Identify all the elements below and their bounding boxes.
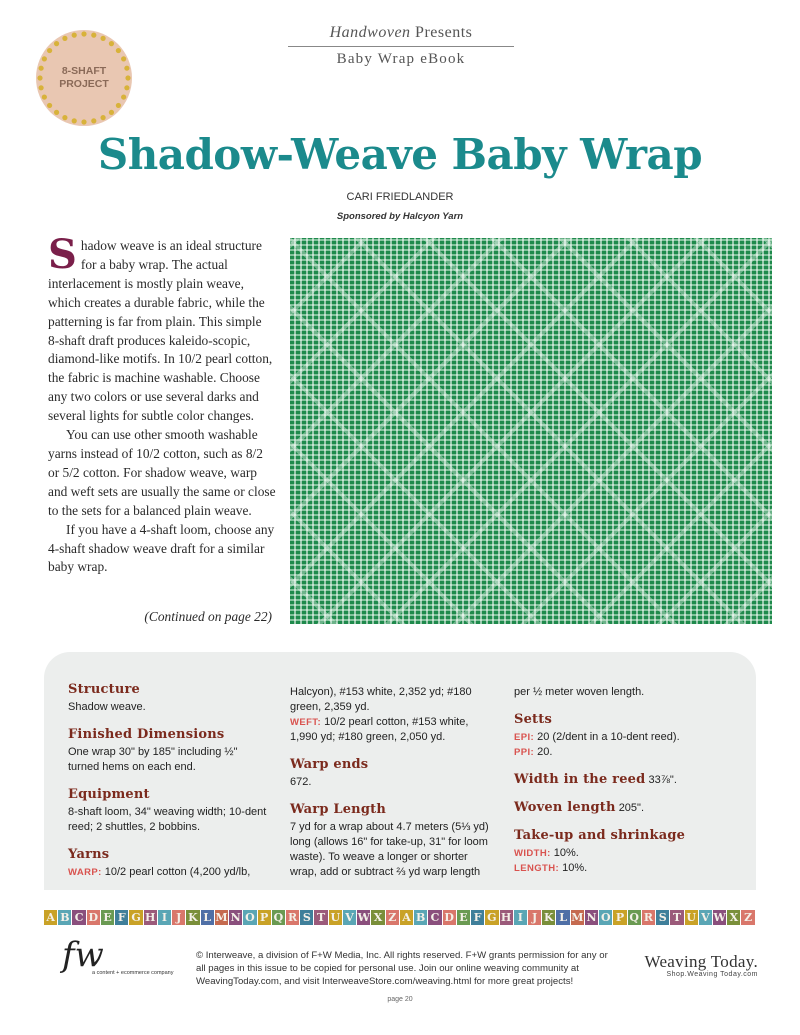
continued-note: (Continued on page 22): [144, 609, 272, 624]
alphabet-letter: C: [72, 910, 86, 925]
badge-dot: [116, 48, 121, 53]
warp-length-text: 7 yd for a wrap about 4.7 meters (5⅓ yd) long (allows 16" for take-up, 31" for loom waste). To weave a longer or shorter wrap, add or subtract ⅔ yd warp length: [290, 821, 489, 878]
equipment-text: 8-shaft loom, 34" weaving width; 10-dent reed; 2 shuttles, 2 bobbins.: [68, 806, 267, 833]
alphabet-letter: I: [158, 910, 172, 925]
alphabet-letter: D: [443, 910, 457, 925]
fabric-photo: [290, 238, 772, 624]
warp-length-cont: per ½ meter woven length.: [514, 686, 645, 698]
ebook-header: [288, 24, 514, 68]
alphabet-letter: P: [613, 910, 627, 925]
ppi-label: PPI:: [514, 747, 535, 758]
badge-dot: [121, 56, 126, 61]
alphabet-letter: K: [542, 910, 556, 925]
warp-yarn: [68, 865, 268, 880]
alphabet-letter: M: [215, 911, 228, 924]
alphabet-letter: F: [471, 910, 485, 925]
copyright-text: © Interweave, a division of F+W Media, Inc. All rights reserved. F+W grants permission for any or all pages in this issue to be copied for personal use. Join our online weaving community at WeavingToday.com, and visit InterweaveStore.com/weaving.html for more great projects!: [196, 950, 608, 987]
width-text: 33⅞".: [648, 774, 677, 786]
badge-dot: [91, 118, 96, 123]
alphabet-letter: L: [201, 910, 215, 925]
woven-text: 205".: [618, 802, 645, 814]
warp-label: WARP:: [68, 867, 102, 878]
fw-logo-mark: fw: [62, 935, 104, 975]
badge-dot: [62, 115, 67, 120]
alphabet-letter: P: [258, 910, 272, 925]
warp-yarn-cont: Halcyon), #153 white, 2,352 yd; #180 green, 2,359 yd.: [290, 686, 472, 713]
alphabet-letter: R: [642, 910, 656, 925]
badge-dot: [116, 103, 121, 108]
badge-dot: [100, 115, 105, 120]
alphabet-letter: H: [500, 910, 514, 925]
weft-yarn-text: 10/2 pearl cotton, #153 white, 1,990 yd; #180 green, 2,050 yd.: [290, 716, 469, 743]
alphabet-letter: B: [58, 910, 72, 925]
takeup-width: [514, 846, 739, 861]
badge-dot: [42, 56, 47, 61]
alphabet-letter: W: [713, 911, 726, 924]
intro-paragraph-1: [48, 231, 276, 426]
width-line: [514, 772, 739, 788]
badge-dot: [39, 66, 44, 71]
takeup-length-label: LENGTH:: [514, 863, 560, 874]
badge-text: [49, 65, 119, 91]
alphabet-letter: E: [457, 910, 471, 925]
header-brand: Handwoven: [329, 24, 411, 41]
alphabet-letter: M: [571, 911, 584, 924]
badge-dot: [72, 118, 77, 123]
alphabet-letter: G: [129, 910, 143, 925]
weft-yarn: [290, 715, 490, 745]
badge-dot: [37, 75, 42, 80]
intro-paragraph-3: If you have a 4-shaft loom, choose any 4-shaft shadow weave draft for a similar baby wrap.: [48, 521, 275, 575]
alphabet-letter: Z: [386, 910, 400, 925]
structure-heading: Structure: [68, 682, 140, 697]
alphabet-letter: Q: [628, 910, 642, 925]
badge-dot: [125, 75, 130, 80]
alphabet-strip: [44, 910, 756, 925]
alphabet-letter: S: [656, 910, 670, 925]
alphabet-letter: V: [343, 910, 357, 925]
badge-line2: PROJECT: [59, 78, 109, 90]
fw-logo: [62, 935, 192, 978]
alphabet-letter: C: [428, 910, 442, 925]
takeup-width-label: WIDTH:: [514, 848, 551, 859]
sponsor-line: Sponsored by Halcyon Yarn: [336, 211, 464, 222]
specs-column-1: [68, 682, 268, 880]
badge-dot: [91, 33, 96, 38]
alphabet-letter: T: [670, 910, 684, 925]
header-presents: Presents: [415, 24, 473, 41]
alphabet-letter: U: [685, 910, 699, 925]
alphabet-letter: N: [585, 910, 599, 925]
setts-heading: Setts: [514, 712, 552, 727]
alphabet-letter: O: [243, 910, 257, 925]
finished-heading: Finished Dimensions: [68, 727, 225, 742]
alphabet-letter: D: [87, 910, 101, 925]
takeup-heading: Take-up and shrinkage: [514, 828, 686, 843]
badge-dot: [109, 110, 114, 115]
fw-logo-tagline: a content + ecommerce company: [92, 970, 174, 976]
alphabet-letter: L: [556, 910, 570, 925]
badge-dot: [109, 41, 114, 46]
alphabet-letter: I: [514, 910, 528, 925]
badge-dot: [47, 48, 52, 53]
weaving-today-url[interactable]: Shop.Weaving Today.com: [666, 971, 758, 978]
epi-label: EPI:: [514, 732, 535, 743]
intro-paragraph-2: You can use other smooth washable yarns instead of 10/2 cotton, such as 8/2 or 5/2 cotton. For shadow weave, warp and weft sets are usually the same or close to the sets for a balanced plain weave.: [48, 427, 276, 518]
badge-dot: [39, 85, 44, 90]
alphabet-letter: J: [172, 910, 186, 925]
warp-yarn-text: 10/2 pearl cotton (4,200 yd/lb,: [104, 866, 251, 878]
alphabet-letter: Q: [272, 910, 286, 925]
weaving-today-logo[interactable]: [626, 952, 758, 978]
badge-dot: [124, 85, 129, 90]
warp-length-heading: Warp Length: [290, 802, 386, 817]
warp-ends-heading: Warp ends: [290, 757, 369, 772]
alphabet-letter: Z: [741, 910, 755, 925]
woven-line: [514, 800, 739, 816]
header-brand-line: [288, 24, 514, 47]
ppi-text: 20.: [537, 746, 553, 758]
alphabet-letter: A: [44, 910, 58, 925]
specs-column-2: [290, 685, 490, 880]
alphabet-letter: H: [144, 910, 158, 925]
intro-p1-text: hadow weave is an ideal structure for a baby wrap. The actual interlacement is mostly plain weave, which creates a durable fabric, while the patterning is far from plain. This simple 8-shaft draft produces kaleido-scopic, diamond-like motifs. In 10/2 pearl cotton, the fabric is machine washable. Choose any two colors or use several darks and several lights for subtle color changes.: [48, 238, 273, 424]
woven-heading: Woven length: [514, 800, 616, 815]
epi-text: 20 (2/dent in a 10-dent reed).: [537, 731, 680, 743]
alphabet-letter: O: [599, 910, 613, 925]
project-badge: [36, 30, 132, 126]
badge-dot: [81, 31, 86, 36]
specs-column-3: [514, 685, 739, 876]
ppi-line: [514, 745, 739, 760]
alphabet-letter: R: [286, 910, 300, 925]
alphabet-letter: S: [300, 910, 314, 925]
alphabet-letter: F: [115, 910, 129, 925]
finished-text: One wrap 30" by 185" including ½" turned hems on each end.: [68, 746, 238, 773]
alphabet-letter: E: [101, 910, 115, 925]
badge-dot: [81, 119, 86, 124]
alphabet-letter: A: [400, 910, 414, 925]
warp-ends-text: 672.: [290, 776, 312, 788]
yarns-heading: Yarns: [68, 847, 110, 862]
structure-text: Shadow weave.: [68, 701, 146, 713]
badge-line1: 8-SHAFT: [61, 65, 107, 77]
width-heading: Width in the reed: [514, 772, 646, 787]
dropcap: S: [48, 231, 77, 278]
specs-panel: [44, 652, 756, 890]
alphabet-letter: T: [314, 910, 328, 925]
weaving-today-name: Weaving Today.: [644, 952, 758, 971]
alphabet-letter: J: [528, 910, 542, 925]
takeup-width-text: 10%.: [553, 847, 579, 859]
header-subtitle: Baby Wrap eBook: [336, 51, 466, 67]
alphabet-letter: X: [371, 910, 385, 925]
alphabet-letter: K: [186, 910, 200, 925]
epi-line: [514, 730, 739, 745]
author: CARI FRIEDLANDER: [346, 191, 454, 203]
alphabet-letter: G: [485, 910, 499, 925]
badge-dot: [121, 94, 126, 99]
badge-dot: [54, 41, 59, 46]
alphabet-letter: V: [699, 910, 713, 925]
alphabet-letter: N: [229, 910, 243, 925]
badge-dot: [54, 110, 59, 115]
alphabet-letter: U: [329, 910, 343, 925]
takeup-length-text: 10%.: [562, 862, 588, 874]
badge-dot: [47, 103, 52, 108]
badge-dot: [62, 36, 67, 41]
badge-dot: [124, 66, 129, 71]
badge-dot: [72, 33, 77, 38]
takeup-length: [514, 861, 739, 876]
alphabet-letter: W: [357, 911, 370, 924]
badge-dot: [42, 94, 47, 99]
intro-text: [48, 231, 276, 577]
alphabet-letter: B: [414, 910, 428, 925]
weft-label: WEFT:: [290, 717, 322, 728]
page-number: page 20: [387, 996, 413, 1003]
equipment-heading: Equipment: [68, 787, 150, 802]
page-title: Shadow-Weave Baby Wrap: [97, 130, 703, 179]
badge-dot: [100, 36, 105, 41]
alphabet-letter: X: [727, 910, 741, 925]
